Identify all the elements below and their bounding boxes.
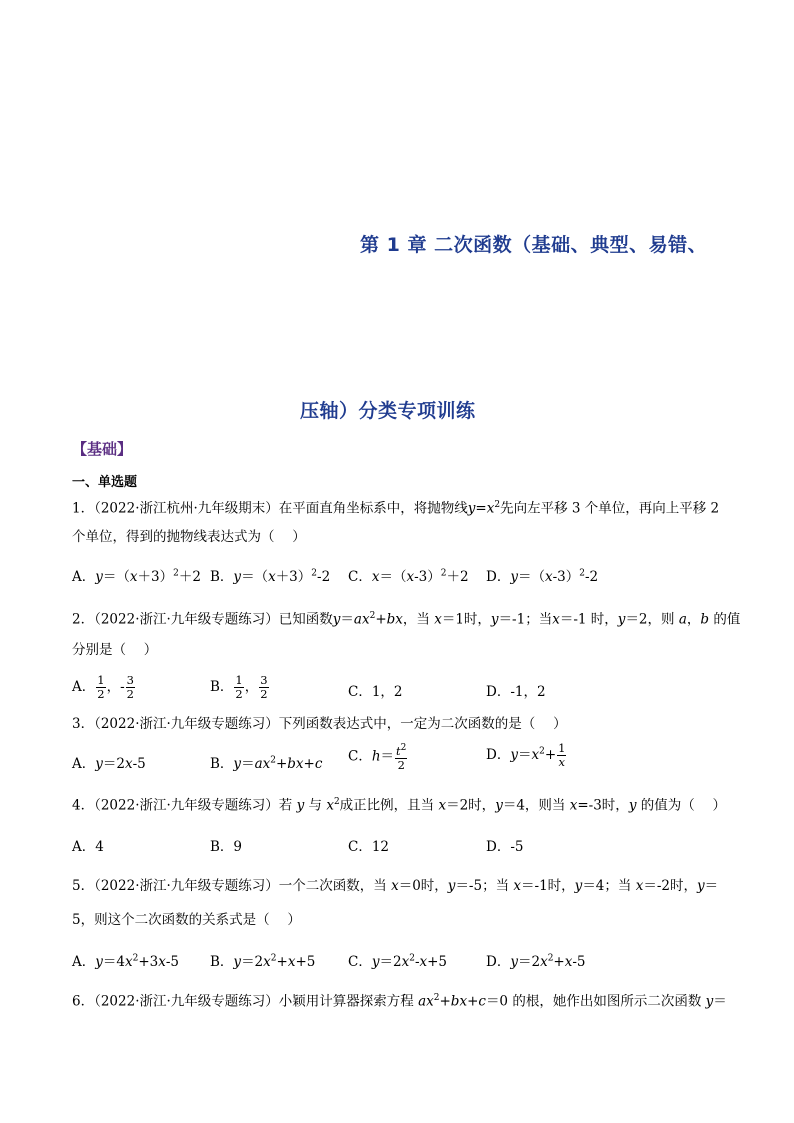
doc-title-line2: 压轴）分类专项训练	[300, 400, 476, 422]
question-1-line2: 个单位，得到的抛物线表达式为（ ）	[72, 529, 306, 545]
q2-option-c[interactable]: C．1，2	[348, 684, 403, 700]
doc-title-line1: 第 1 章 二次函数（基础、典型、易错、	[360, 234, 708, 256]
q5-option-c[interactable]: C．$y=2x^2-x+5$	[348, 953, 448, 970]
question-1-prefix: 1．（2022·浙江杭州·九年级期末）在平面直角坐标系中，将抛物线	[72, 500, 468, 517]
q5-option-a[interactable]: A．$y=4x^2+3x-5$	[72, 953, 180, 970]
question-2-line2: 分别是（ ）	[72, 642, 158, 658]
q3-option-b[interactable]: B．$y=ax^2+bx+c$	[210, 755, 323, 772]
q3-option-c[interactable]: C．h＝ $\frac{t^2}{2}$	[348, 743, 407, 772]
q2-option-b[interactable]: B． $\frac{1}{2}$ ， $\frac{3}{2}$	[210, 673, 268, 701]
question-4-line1: 4．（2022·浙江·九年级专题练习）若 y 与 $x^2$成正比例，且当 x＝2时，y＝4，则当 x=-3时，y 的值为（ ）	[72, 797, 727, 814]
q4-option-a[interactable]: A．4	[72, 839, 104, 855]
q1-option-a[interactable]: A．$y=(x+3)^2+2$	[72, 568, 201, 585]
question-5-line1: 5．（2022·浙江·九年级专题练习）一个二次函数，当 x＝0时，y＝-5；当 x＝-1时，y＝4；当 x＝-2时，y＝	[72, 878, 719, 894]
q2-option-a[interactable]: A． $\frac{1}{2}$ ，- $\frac{3}{2}$	[72, 673, 134, 701]
question-3-line1: 3．（2022·浙江·九年级专题练习）下列函数表达式中，一定为二次函数的是（ ）	[72, 716, 567, 732]
q3-option-a[interactable]: A．y＝2x-5	[72, 756, 146, 772]
question-6-line1: 6．（2022·浙江·九年级专题练习）小颖用计算器探索方程 $ax^2+bx+c=0$ 的根，她作出如图所示二次函数 y＝	[72, 993, 727, 1010]
q2-option-d[interactable]: D．-1，2	[486, 684, 546, 700]
q4-option-b[interactable]: B．9	[210, 839, 243, 855]
q5-option-b[interactable]: B．$y=2x^2+x+5$	[210, 953, 316, 970]
section-basic: 【基础】	[72, 440, 133, 458]
q3-option-d[interactable]: D．$y=x^2+$ $\frac{1}{x}$	[486, 741, 566, 769]
q5-option-d[interactable]: D．$y=2x^2+x-5$	[486, 953, 586, 970]
q1-option-c[interactable]: C．$x=(x-3)^2+2$	[348, 568, 469, 585]
q1-option-b[interactable]: B．$y=(x+3)^2-2$	[210, 568, 331, 585]
question-1-line1: 1．（2022·浙江杭州·九年级期末）在平面直角坐标系中，将抛物线$y=x^2$先向左平移 3 个单位，再向上平移 2	[72, 500, 720, 517]
q4-option-c[interactable]: C．12	[348, 839, 390, 855]
question-5-line2: 5，则这个二次函数的关系式是（ ）	[72, 912, 301, 928]
q4-option-d[interactable]: D．-5	[486, 839, 524, 855]
question-2-line1: 2．（2022·浙江·九年级专题练习）已知函数$y=ax^2+bx$，当 x＝1时，y＝-1；当x＝-1 时，y＝2，则 a，b 的值	[72, 611, 741, 628]
subsection-single-choice: 一、单选题	[72, 475, 138, 490]
q1-option-d[interactable]: D．$y=(x-3)^2-2$	[486, 568, 599, 585]
